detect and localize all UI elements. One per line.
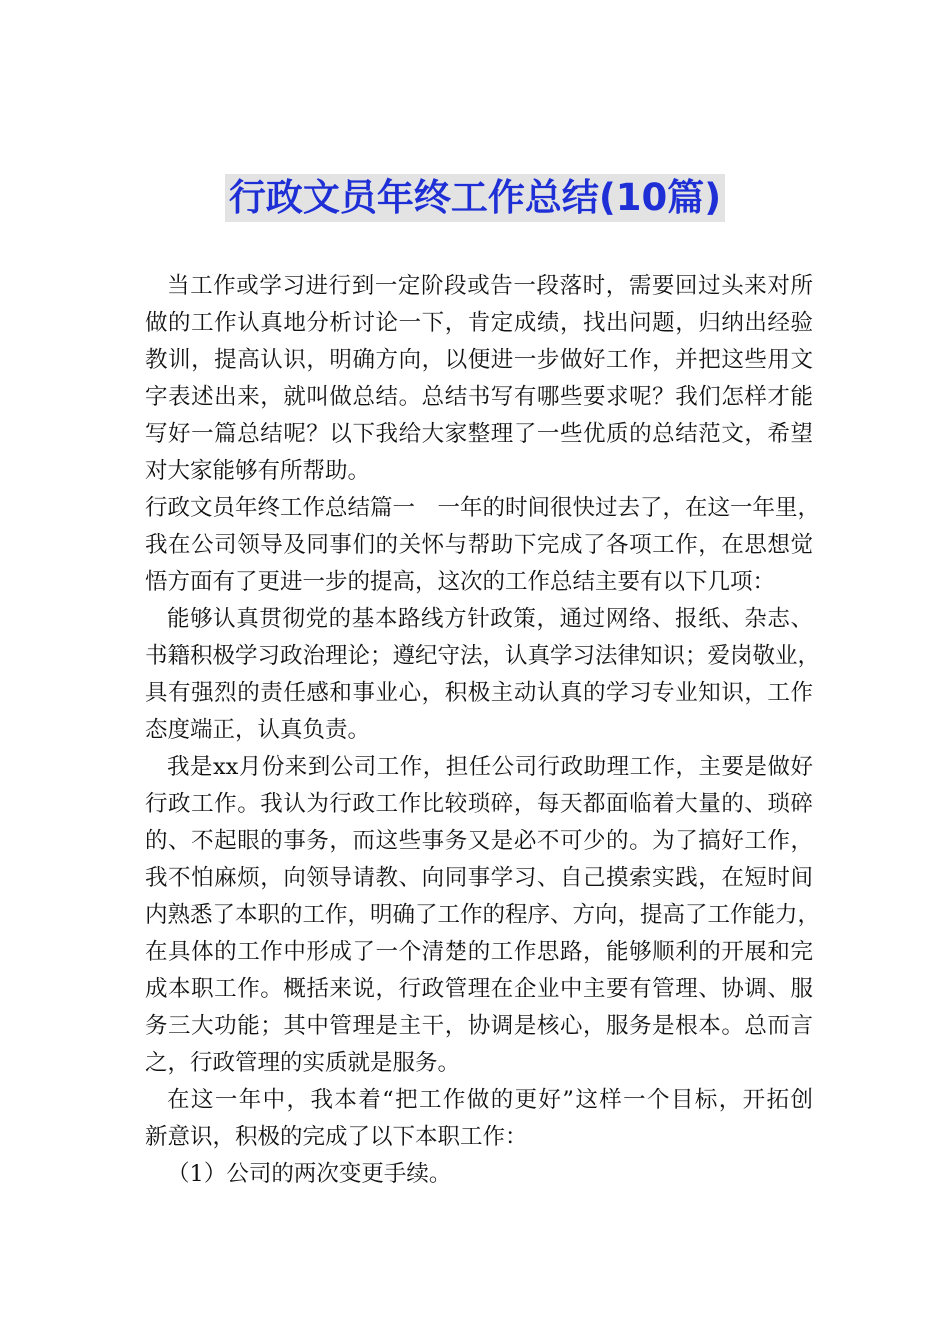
text-line: 行政文员年终工作总结篇一 一年的时间很快过去了，在这一年里， [145, 495, 821, 521]
document-title: 行政文员年终工作总结(10篇) [225, 174, 725, 222]
document-body [145, 268, 821, 1193]
text-line: 我是xx月份来到公司工作，担任公司行政助理工作，主要是做好 [167, 754, 813, 780]
text-line: 在具体的工作中形成了一个清楚的工作思路，能够顺利的开展和完 [145, 939, 813, 965]
text-line: 的、不起眼的事务，而这些事务又是必不可少的。为了搞好工作， [145, 828, 813, 854]
text-line: 态度端正，认真负责。 [145, 717, 371, 743]
text-line: 能够认真贯彻党的基本路线方针政策，通过网络、报纸、杂志、 [167, 606, 813, 632]
text-line: 行政工作。我认为行政工作比较琐碎，每天都面临着大量的、琐碎 [145, 791, 813, 817]
text-line: 字表述出来，就叫做总结。总结书写有哪些要求呢？我们怎样才能 [145, 384, 813, 410]
text-line: 成本职工作。概括来说，行政管理在企业中主要有管理、协调、服 [145, 976, 813, 1002]
text-line: 书籍积极学习政治理论；遵纪守法，认真学习法律知识；爱岗敬业， [145, 643, 821, 669]
text-line: （1）公司的两次变更手续。 [167, 1161, 452, 1187]
title-wrap [0, 174, 950, 222]
text-line: 务三大功能；其中管理是主干，协调是核心，服务是根本。总而言 [145, 1013, 813, 1039]
paragraph-section-1 [145, 490, 821, 601]
text-line: 悟方面有了更进一步的提高，这次的工作总结主要有以下几项： [145, 569, 776, 595]
text-line: 对大家能够有所帮助。 [145, 458, 371, 484]
text-line: 教训，提高认识，明确方向，以便进一步做好工作，并把这些用文 [145, 347, 813, 373]
paragraph-para-4 [145, 1082, 813, 1156]
text-line: 我在公司领导及同事们的关怀与帮助下完成了各项工作，在思想觉 [145, 532, 813, 558]
text-line: 我不怕麻烦，向领导请教、向同事学习、自己摸索实践，在短时间 [145, 865, 813, 891]
paragraph-para-3 [145, 749, 821, 1082]
text-line: 当工作或学习进行到一定阶段或告一段落时，需要回过头来对所 [167, 273, 813, 299]
paragraph-para-2 [145, 601, 821, 749]
text-line: 在这一年中，我本着“把工作做的更好”这样一个目标，开拓创 [167, 1087, 813, 1113]
text-line: 具有强烈的责任感和事业心，积极主动认真的学习专业知识，工作 [145, 680, 813, 706]
text-line: 做的工作认真地分析讨论一下，肯定成绩，找出问题，归纳出经验 [145, 310, 813, 336]
paragraph-intro [145, 268, 813, 490]
text-line: 内熟悉了本职的工作，明确了工作的程序、方向，提高了工作能力， [145, 902, 821, 928]
text-line: 新意识，积极的完成了以下本职工作： [145, 1124, 528, 1150]
text-line: 写好一篇总结呢？以下我给大家整理了一些优质的总结范文，希望 [145, 421, 813, 447]
text-line: 之，行政管理的实质就是服务。 [145, 1050, 461, 1076]
paragraph-item-1 [145, 1156, 813, 1193]
